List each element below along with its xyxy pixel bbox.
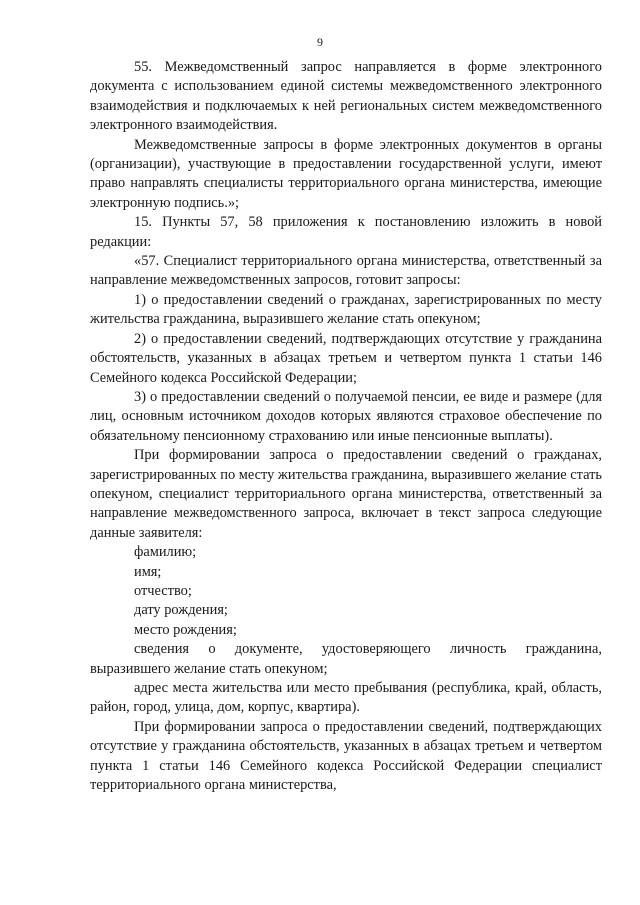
paragraph-55: 55. Межведомственный запрос направляется в форме электронного документа с использованием единой системы межведомственного электронного взаимодействия и подключаемых к ней региональных систем межведомственного электронного взаимодействия.: [90, 59, 602, 134]
paragraph-address: адрес места жительства или место пребывания (республика, край, область, район, город, улица, дом, корпус, квартира).: [90, 680, 602, 716]
paragraph-interagency-requests: Межведомственные запросы в форме электронных документов в органы (организации), участвующие в предоставлении государственной услуги, имеют право направлять специалисты территориального органа министерства, имеющие электронную подпись.»;: [90, 136, 602, 211]
list-item-name: имя;: [134, 563, 162, 580]
paragraph-identity-document: сведения о документе, удостоверяющего личность гражданина, выразившего желание стать опекуном;: [90, 641, 602, 677]
page-number: 9: [317, 35, 323, 49]
paragraph-request-contents: При формировании запроса о предоставлении сведений о гражданах, зарегистрированных по месту жительства гражданина, выразившего желание стать опекуном, специалист территориального органа министерства, ответственный за направление межведомственного запроса, включает в текст запроса следующие данные заявителя:: [90, 447, 602, 541]
paragraph-57: «57. Специалист территориального органа министерства, ответственный за направление межведомственных запросов, готовит запросы:: [90, 253, 602, 289]
paragraph-request-3: 3) о предоставлении сведений о получаемой пенсии, ее виде и размере (для лиц, основным источником доходов которых являются страховое обеспечение по обязательному пенсионному страхованию или иные пенсионные выплаты).: [90, 388, 602, 444]
paragraph-request-2: 2) о предоставлении сведений, подтверждающих отсутствие у гражданина обстоятельств, указанных в абзацах третьем и четвертом пункта 1 статьи 146 Семейного кодекса Российской Федерации;: [90, 330, 602, 386]
paragraph-item-15: 15. Пункты 57, 58 приложения к постановлению изложить в новой редакции:: [90, 214, 602, 250]
document-body: [90, 58, 602, 795]
list-item-surname: фамилию;: [134, 544, 197, 561]
paragraph-circumstances-request: При формировании запроса о предоставлении сведений, подтверждающих отсутствие у гражданина обстоятельств, указанных в абзацах третьем и четвертом пункта 1 статьи 146 Семейного кодекса Российской Федерации специалист территориального органа министерства,: [90, 718, 602, 794]
paragraph-request-1: 1) о предоставлении сведений о гражданах, зарегистрированных по месту жительства гражданина, выразившего желание стать опекуном;: [90, 291, 602, 328]
list-item-birth-place: место рождения;: [134, 621, 237, 638]
list-item-patronymic: отчество;: [134, 582, 192, 599]
list-item-birth-date: дату рождения;: [134, 602, 228, 619]
